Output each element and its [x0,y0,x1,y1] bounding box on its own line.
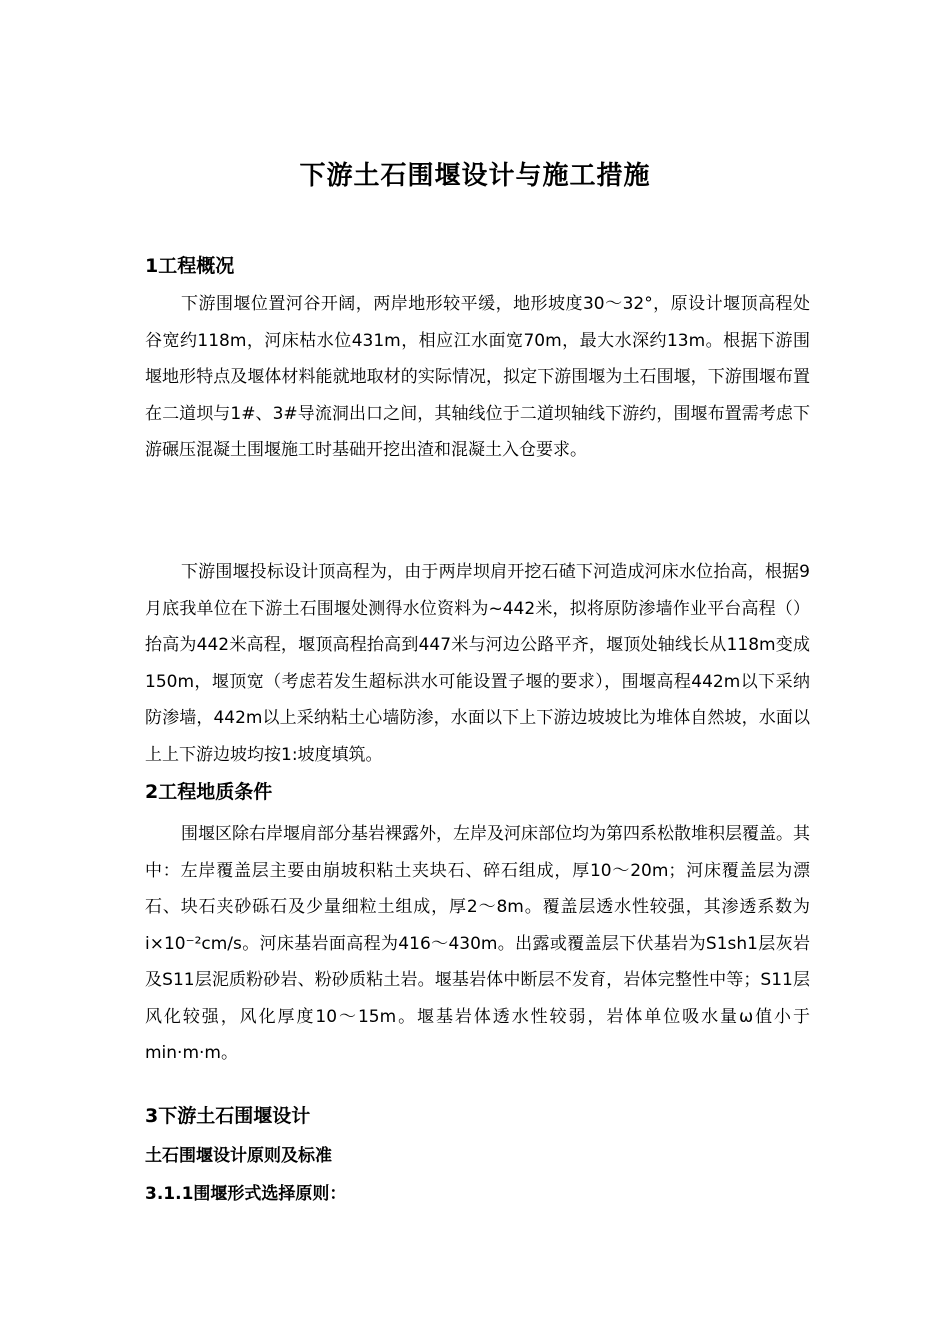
section-2-paragraph-1: 围堰区除右岸堰肩部分基岩裸露外，左岸及河床部位均为第四系松散堆积层覆盖。其中：左岸覆盖层主要由崩坡积粘土夹块石、碎石组成，厚10～20m；河床覆盖层为漂石、块石夹砂砾石及少量细粒土组成，厚2～8m。覆盖层透水性较强，其渗透系数为i×10⁻²cm/s。河床基岩面高程为416～430m。出露或覆盖层下伏基岩为S1sh1层灰岩及S11层泥质粉砂岩、粉砂质粘土岩。堰基岩体中断层不发育，岩体完整性中等；S11层风化较强，风化厚度10～15m。堰基岩体透水性较弱，岩体单位吸水量ω值小于min·m·m。 [145,824,810,1063]
section-1-paragraph-1: 下游围堰位置河谷开阔，两岸地形较平缓，地形坡度30～32°，原设计堰顶高程处谷宽约118m，河床枯水位431m，相应江水面宽70m，最大水深约13m。根据下游围堰地形特点及堰体材料能就地取材的实际情况，拟定下游围堰为土石围堰，下游围堰布置在二道坝与1#、3#导流洞出口之间，其轴线位于二道坝轴线下游约，围堰布置需考虑下游碾压混凝土围堰施工时基础开挖出渣和混凝土入仓要求。 [145,294,810,460]
subsection-heading: 土石围堰设计原则及标准 [145,1146,332,1166]
section-heading-2: 2工程地质条件 [145,781,273,803]
section-heading-3: 3下游土石围堰设计 [145,1105,311,1127]
document-title: 下游土石围堰设计与施工措施 [299,161,651,191]
sub-subsection-heading: 3.1.1围堰形式选择原则： [145,1184,347,1204]
section-1-paragraph-2: 下游围堰投标设计顶高程为，由于两岸坝肩开挖石碴下河造成河床水位抬高，根据9月底我单位在下游土石围堰处测得水位资料为~442米，拟将原防渗墙作业平台高程（）抬高为442米高程，堰顶高程抬高到447米与河边公路平齐，堰顶处轴线长从118m变成150m，堰顶宽（考虑若发生超标洪水可能设置子堰的要求），围堰高程442m以下采纳防渗墙，442m以上采纳粘土心墙防渗，水面以下上下游边坡坡比为堆体自然坡，水面以上上下游边坡均按1:坡度填筑。 [145,562,810,765]
section-heading-1: 1工程概况 [145,255,235,277]
